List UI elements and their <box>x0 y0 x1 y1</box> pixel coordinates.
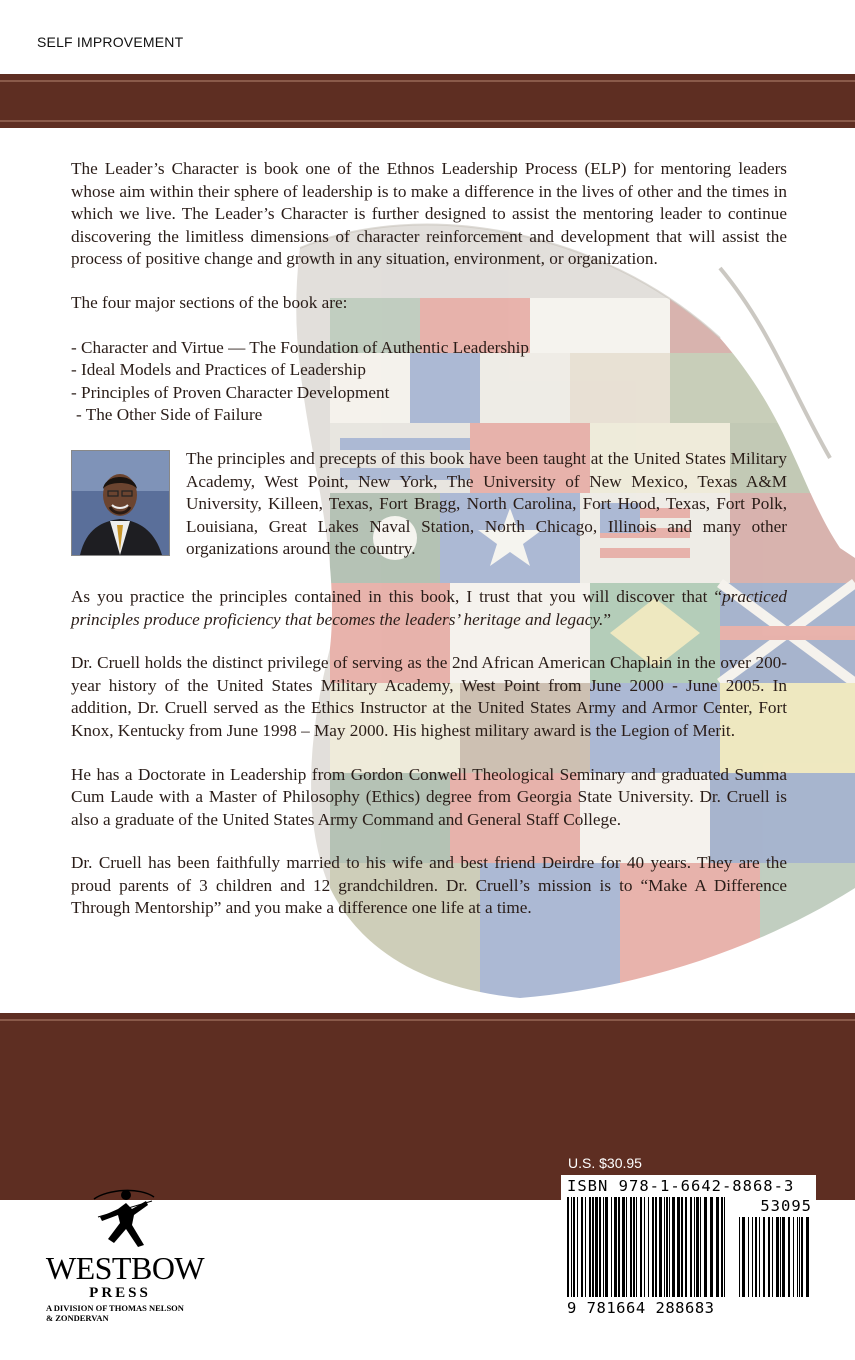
barcode-bar <box>797 1217 798 1297</box>
isbn-text: ISBN 978-1-6642-8868-3 <box>567 1177 795 1195</box>
barcode-bar <box>567 1197 569 1297</box>
barcode-bar <box>782 1217 785 1297</box>
division-line-2: & ZONDERVAN <box>46 1313 109 1323</box>
price-label: U.S. $30.95 <box>568 1155 642 1171</box>
barcode-bar <box>752 1217 753 1297</box>
barcode-bar <box>603 1197 604 1297</box>
barcode-bar <box>742 1217 745 1297</box>
barcode-bar <box>599 1197 601 1297</box>
barcode-bars <box>567 1197 810 1297</box>
barcode-bar <box>664 1197 665 1297</box>
barcode-bar <box>571 1197 572 1297</box>
barcode-bar <box>655 1197 657 1297</box>
education-paragraph: He has a Doctorate in Leadership from Gordon Conwell Theological Seminary and graduated Summa Cum Laude with a Master of Philosophy (Ethics) degree from Georgia State University. Dr. Cruell is also a graduate of the United States Army Command and General Staff College. <box>71 764 787 829</box>
intro-paragraph: The Leader’s Character is book one of the Ethnos Leadership Process (ELP) for mentoring leaders whose aim within their sphere of leadership is to make a difference in the lives of other and the times in which we live. The Leader’s Character is further designed to assist the mentoring leader to continue discovering the limitless dimensions of character reinforcement and development that will assist the process of positive change and growth in any situation, environment, or organization. <box>71 159 787 269</box>
barcode-bar <box>677 1197 680 1297</box>
publisher-division <box>46 1303 184 1323</box>
barcode-bar <box>592 1197 594 1297</box>
book-category: SELF IMPROVEMENT <box>37 34 184 50</box>
barcode-bar <box>780 1217 781 1297</box>
list-item: - Principles of Proven Character Development <box>71 382 390 402</box>
barcode-bar <box>630 1197 632 1297</box>
barcode-bar <box>614 1197 617 1297</box>
taught-at-paragraph: The principles and precepts of this book have been taught at the United States Military Academy, West Point, New York, The University of New Mexico, Texas A&M University, Killeen, Texas, Fort Bragg, North Carolina, Fort Hood, Texas, Fort Polk, Louisiana, Great Lakes Naval Station, North Chicago, Illinois and many other organizations around the country. <box>186 448 787 559</box>
barcode-bar <box>659 1197 662 1297</box>
barcode-bar <box>626 1197 627 1297</box>
barcode-bar <box>739 1217 740 1297</box>
publisher-name: WESTBOW <box>45 1250 205 1286</box>
barcode-bar <box>748 1217 749 1297</box>
isbn-barcode <box>561 1175 816 1323</box>
barcode-bar <box>681 1197 683 1297</box>
price-addon-code: 53095 <box>760 1197 812 1215</box>
barcode-bar <box>755 1217 757 1297</box>
barcode-bar <box>595 1197 598 1297</box>
practice-end: ” <box>603 609 611 629</box>
barcode-bar <box>585 1197 586 1297</box>
barcode-bar <box>716 1197 719 1297</box>
barcode-bar <box>618 1197 620 1297</box>
ean-number: 9 781664 288683 <box>567 1299 715 1317</box>
barcode-bar <box>788 1217 790 1297</box>
barcode-bar <box>721 1197 723 1297</box>
barcode-bar <box>581 1197 583 1297</box>
barcode-bar <box>644 1197 645 1297</box>
barcode-bar <box>801 1217 803 1297</box>
sections-intro: The four major sections of the book are: <box>71 292 348 312</box>
bottom-color-band <box>0 1013 855 1200</box>
barcode-bar <box>652 1197 654 1297</box>
barcode-bar <box>799 1217 800 1297</box>
author-photo <box>71 450 170 556</box>
barcode-bar <box>793 1217 794 1297</box>
archer-icon <box>88 1187 158 1249</box>
barcode-bar <box>648 1197 649 1297</box>
barcode-bar <box>763 1217 765 1297</box>
barcode-bar <box>768 1217 770 1297</box>
barcode-bar <box>700 1197 701 1297</box>
barcode-bar <box>633 1197 635 1297</box>
barcode-bar <box>622 1197 625 1297</box>
barcode-bar <box>669 1197 670 1297</box>
list-item: - Ideal Models and Practices of Leadership <box>71 360 366 380</box>
barcode-bar <box>589 1197 591 1297</box>
back-cover-description <box>71 158 787 941</box>
barcode-bar <box>776 1217 779 1297</box>
barcode-bar <box>672 1197 675 1297</box>
top-color-band <box>0 74 855 128</box>
barcode-bar <box>696 1197 699 1297</box>
barcode-bar <box>636 1197 637 1297</box>
section-list <box>71 337 787 427</box>
barcode-bar <box>704 1197 707 1297</box>
barcode-bar <box>685 1197 687 1297</box>
barcode-bar <box>806 1217 809 1297</box>
barcode-bar <box>573 1197 575 1297</box>
division-line-1: A DIVISION OF THOMAS NELSON <box>46 1303 184 1313</box>
publisher-logo <box>30 1185 220 1330</box>
barcode-bar <box>694 1197 695 1297</box>
barcode-bar <box>724 1197 725 1297</box>
practice-paragraph <box>71 586 787 631</box>
barcode-bar <box>690 1197 692 1297</box>
family-paragraph: Dr. Cruell has been faithfully married to his wife and best friend Deirdre for 40 years. They are the proud parents of 3 children and 12 grandchildren. Dr. Cruell’s mission is to “Make A Difference Through Mentorship” and you make a difference one life at a time. <box>71 853 787 918</box>
barcode-bar <box>666 1197 668 1297</box>
publisher-press: PRESS <box>89 1285 151 1301</box>
list-item: - Character and Virtue — The Foundation of Authentic Leadership <box>71 337 529 357</box>
barcode-bar <box>640 1197 642 1297</box>
barcode-bar <box>759 1217 760 1297</box>
barcode-bar <box>772 1217 773 1297</box>
list-item: - The Other Side of Failure <box>76 405 263 425</box>
barcode-bar <box>605 1197 608 1297</box>
barcode-bar <box>611 1197 612 1297</box>
barcode-bar <box>710 1197 713 1297</box>
author-bio-block <box>71 448 787 574</box>
practice-lead: As you practice the principles contained in this book, I trust that you will discover that “ <box>71 586 723 606</box>
practice-quote: practiced principles produce proficiency that becomes the leaders’ heritage and legacy. <box>71 586 787 629</box>
chaplain-bio-paragraph: Dr. Cruell holds the distinct privilege of serving as the 2nd African American Chaplain in the over 200-year history of the United States Military Academy, West Point from June 2000 - June 2005. In addition, Dr. Cruell served as the Ethics Instructor at the United States Army and Armor Center, Fort Knox, Kentucky from June 1998 – May 2000. His highest military award is the Legion of Merit. <box>71 653 787 740</box>
barcode-bar <box>577 1197 578 1297</box>
